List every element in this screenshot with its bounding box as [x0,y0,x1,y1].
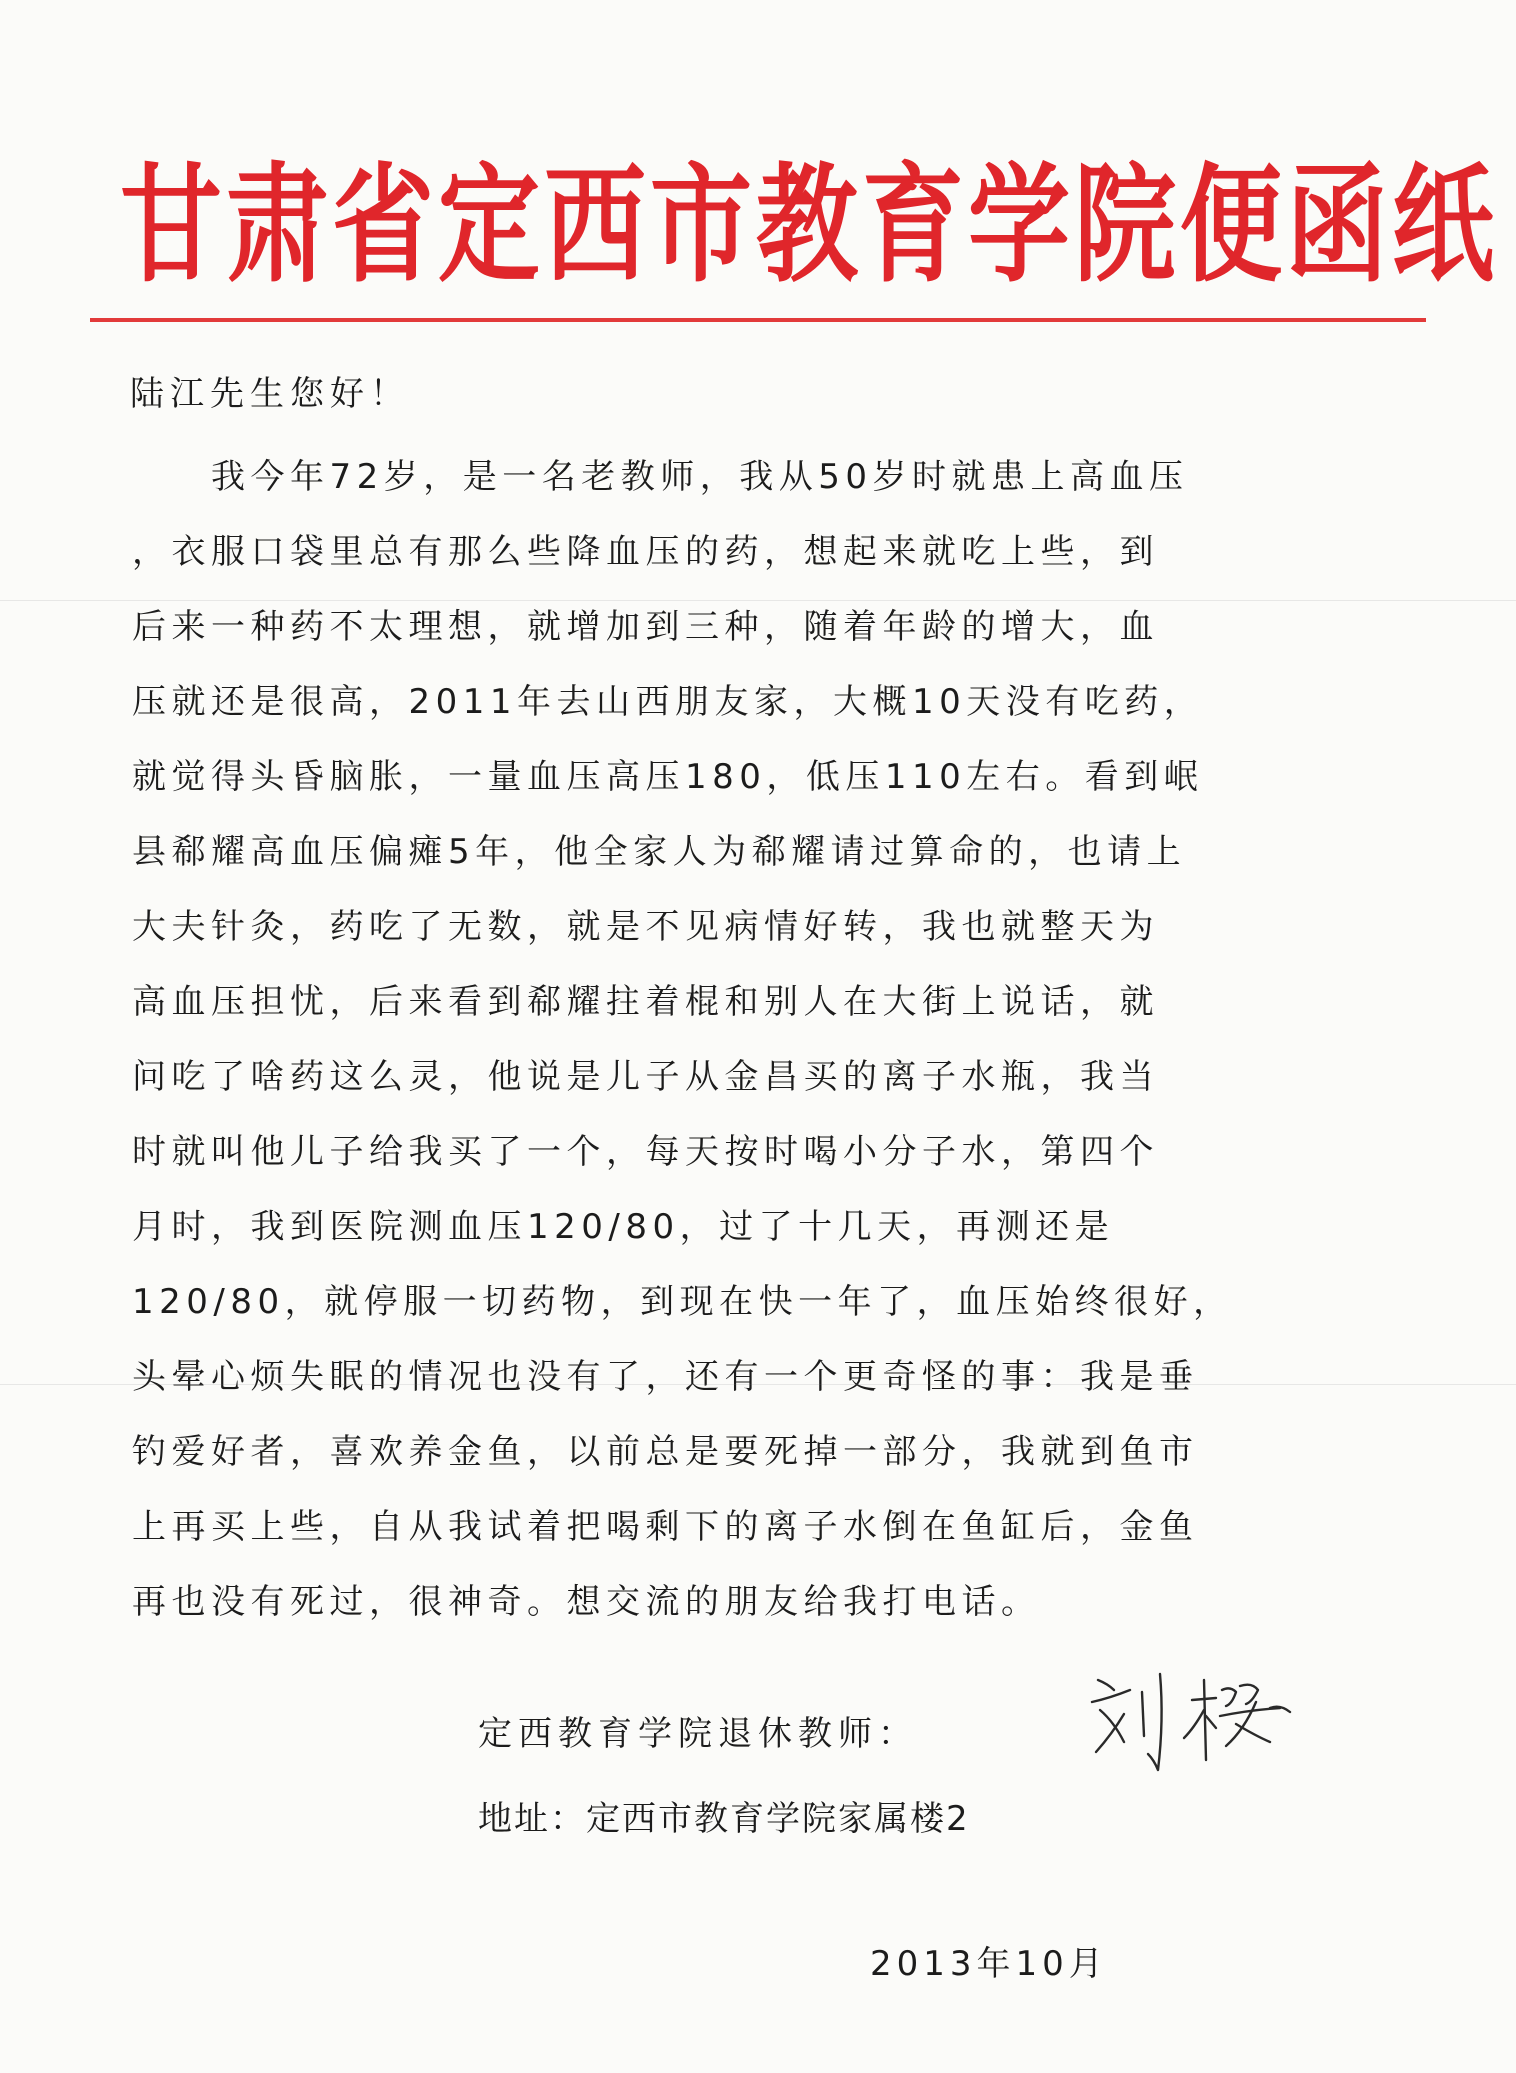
body-line: 大夫针灸，药吃了无数，就是不见病情好转，我也就整天为 [132,907,1159,947]
letterhead-title: 甘肃省定西市教育学院便函纸 [120,150,1498,300]
body-line: 钓爱好者，喜欢养金鱼，以前总是要死掉一部分，我就到鱼市 [132,1432,1199,1472]
body-line: 高血压担忧，后来看到郗耀拄着棍和别人在大街上说话，就 [132,982,1159,1022]
body-line: 上再买上些，自从我试着把喝剩下的离子水倒在鱼缸后，金鱼 [132,1507,1199,1547]
body-line: 120/80，就停服一切药物，到现在快一年了，血压始终很好， [132,1282,1233,1322]
salutation: 陆江先生您好！ [130,374,410,414]
body-line: 我今年72岁，是一名老教师，我从50岁时就患上高血压 [132,457,1189,497]
signature-label: 定西教育学院退休教师： [478,1714,918,1754]
scan-artifact [0,1384,1516,1385]
body-line: 再也没有死过，很神奇。想交流的朋友给我打电话。 [132,1582,1041,1622]
body-line: 头晕心烦失眠的情况也没有了，还有一个更奇怪的事：我是垂 [132,1357,1199,1397]
body-line: 后来一种药不太理想，就增加到三种，随着年龄的增大，血 [132,607,1159,647]
body-line: 月时，我到医院测血压120/80，过了十几天，再测还是 [132,1207,1115,1247]
address: 地址：定西市教育学院家属楼2 [478,1799,970,1839]
body-line: 县郗耀高血压偏瘫5年，他全家人为郗耀请过算命的，也请上 [132,832,1187,872]
handwritten-signature [1080,1650,1300,1780]
body-line: 就觉得头昏脑胀，一量血压高压180，低压110左右。看到岷 [132,757,1204,797]
scan-artifact [0,600,1516,601]
letter-body [132,440,1322,1640]
letterhead-rule [90,318,1426,322]
letter-date: 2013年10月 [870,1944,1108,1984]
body-line: ，衣服口袋里总有那么些降血压的药，想起来就吃上些，到 [132,532,1159,572]
body-line: 压就还是很高，2011年去山西朋友家，大概10天没有吃药， [132,682,1204,722]
body-line: 问吃了啥药这么灵，他说是儿子从金昌买的离子水瓶，我当 [132,1057,1159,1097]
body-line: 时就叫他儿子给我买了一个，每天按时喝小分子水，第四个 [132,1132,1159,1172]
